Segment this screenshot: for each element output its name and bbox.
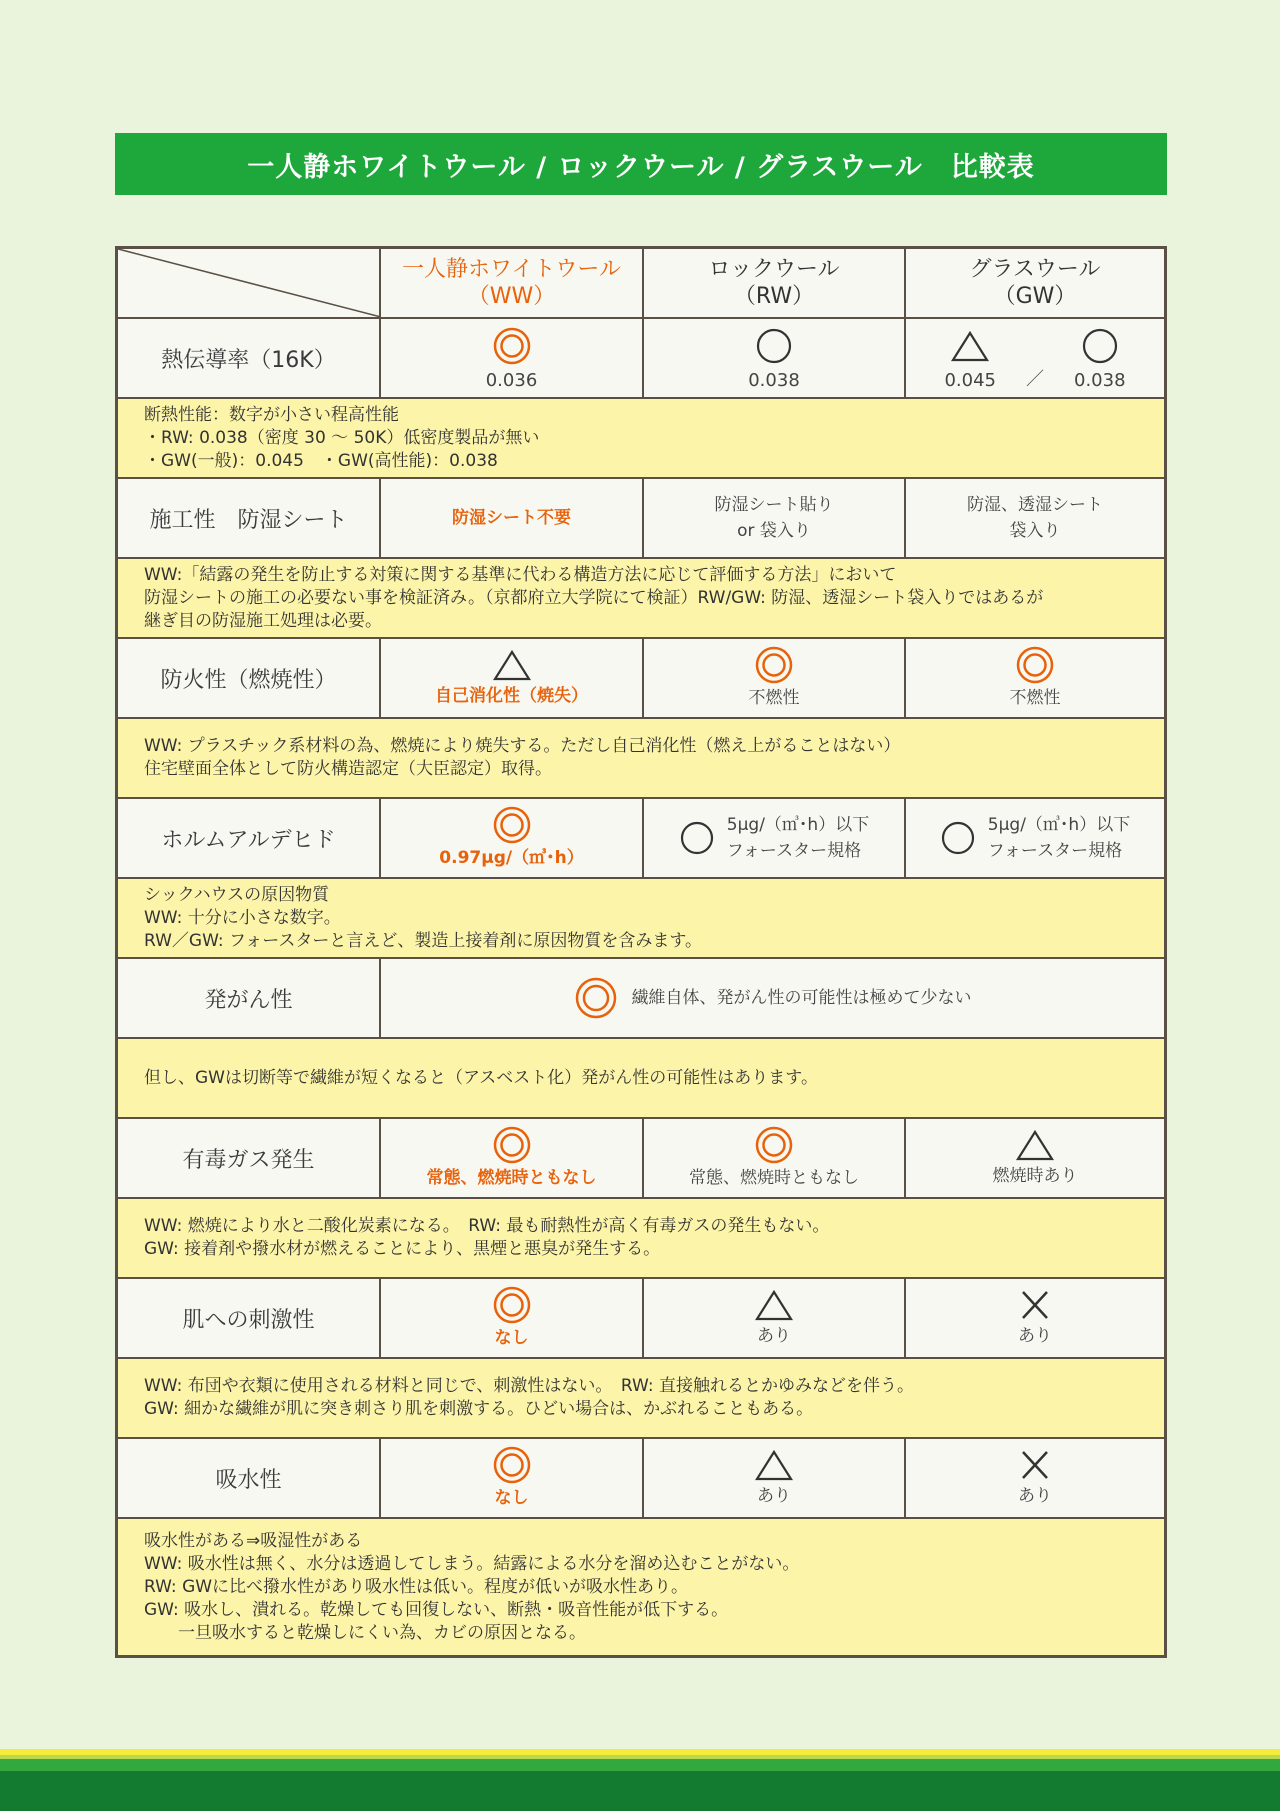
row-label: 防火性（燃焼性） <box>160 667 337 693</box>
note-line: RW: GWに比べ撥水性があり吸水性は低い。程度が低いが吸水性あり。 <box>144 1576 689 1597</box>
circle-icon <box>754 326 794 366</box>
double-circle-icon <box>492 326 532 366</box>
note-line: WW: 十分に小さな数字。 <box>144 907 341 928</box>
rw-text: 常態、燃焼時ともなし <box>689 1168 859 1188</box>
rw-text-line2: or 袋入り <box>737 521 811 541</box>
gw-text: あり <box>1018 1486 1052 1506</box>
row-carcinogenic <box>118 959 1164 1039</box>
header-rw <box>644 249 906 317</box>
row-label: ホルムアルデヒド <box>161 827 336 853</box>
header-rw-name: ロックウール <box>708 257 840 282</box>
note-skin-irritation <box>118 1359 1164 1439</box>
double-circle-icon <box>492 1445 532 1485</box>
gw-text-line1: 防湿、透湿シート <box>967 495 1103 515</box>
rw-text-line1: 防湿シート貼り <box>714 495 834 515</box>
note-line: 住宅壁面全体として防火構造認定（大臣認定）取得。 <box>144 759 552 779</box>
ww-text: なし <box>494 1328 529 1348</box>
note-toxic-gas <box>118 1199 1164 1279</box>
double-circle-icon <box>1015 645 1055 685</box>
rw-text: あり <box>757 1326 791 1346</box>
row-thermal <box>118 319 1164 399</box>
triangle-icon <box>492 647 532 683</box>
header-ww <box>381 249 644 317</box>
row-label: 施工性 防湿シート <box>149 507 348 533</box>
gw-value-b: 0.038 <box>1074 369 1126 391</box>
note-line: 但し、GWは切断等で繊維が短くなると（アスベスト化）発がん性の可能性はあります。 <box>144 1067 818 1088</box>
note-line: 継ぎ目の防湿施工処理は必要。 <box>144 610 382 631</box>
ww-text: 常態、燃焼時ともなし <box>426 1168 597 1188</box>
ww-value: 0.036 <box>485 369 538 391</box>
row-label: 吸水性 <box>215 1467 282 1493</box>
note-line: GW: 細かな繊維が肌に突き刺さり肌を刺激する。ひどい場合は、かぶれることもある。 <box>144 1399 814 1419</box>
gw-value-separator: ／ <box>1026 369 1044 390</box>
note-line: 一旦吸水すると乾燥しにくい為、カビの原因となる。 <box>144 1622 586 1643</box>
row-label: 有毒ガス発生 <box>182 1147 315 1173</box>
header-rw-abbr: （RW） <box>733 284 815 309</box>
row-formaldehyde <box>118 799 1164 879</box>
note-fire <box>118 719 1164 799</box>
ww-text: 自己消化性（焼失） <box>435 686 588 706</box>
triangle-icon <box>754 1287 794 1323</box>
note-line: WW: 燃焼により水と二酸化炭素になる。 RW: 最も耐熱性が高く有毒ガスの発生もない。 <box>144 1216 830 1236</box>
note-line: 断熱性能：数字が小さい程高性能 <box>144 404 399 425</box>
header-ww-name: 一人静ホワイトウール <box>402 257 621 282</box>
note-carcinogenic <box>118 1039 1164 1119</box>
triangle-icon <box>1015 1127 1055 1163</box>
row-toxic-gas <box>118 1119 1164 1199</box>
rw-value: 0.038 <box>748 369 800 391</box>
header-gw-abbr: （GW） <box>993 284 1077 309</box>
note-line: WW: プラスチック系材料の為、燃焼により焼失する。ただし自己消化性（燃え上がることはない） <box>144 736 901 756</box>
triangle-icon <box>950 326 990 366</box>
footer-stripes <box>0 1749 1280 1811</box>
gw-text: 燃焼時あり <box>992 1166 1078 1186</box>
row-skin-irritation <box>118 1279 1164 1359</box>
header-corner-cell <box>118 249 381 317</box>
ww-text: なし <box>494 1488 529 1508</box>
combined-text: 繊維自体、発がん性の可能性は極めて少ない <box>631 988 972 1008</box>
row-label: 肌への刺激性 <box>182 1307 315 1333</box>
double-circle-icon <box>754 645 794 685</box>
rw-text-line1: 5μg/（㎥･h）以下 <box>726 815 870 835</box>
header-gw <box>906 249 1164 317</box>
note-line: WW: 布団や衣類に使用される材料と同じで、刺激性はない。 RW: 直接触れるとかゆみなどを伴う。 <box>144 1376 914 1396</box>
table-header-row <box>118 249 1164 319</box>
row-fire <box>118 639 1164 719</box>
note-line: GW: 接着剤や撥水材が燃えることにより、黒煙と悪臭が発生する。 <box>144 1239 661 1259</box>
note-water-absorption <box>118 1519 1164 1655</box>
note-line: WW: 吸水性は無く、水分は透過してしまう。結露による水分を溜め込むことがない。 <box>144 1553 800 1574</box>
row-label: 熱伝導率（16K） <box>161 347 336 373</box>
note-construction <box>118 559 1164 639</box>
note-line: 防湿シートの施工の必要ない事を検証済み。（京都府立大学院にて検証）RW/GW: 防湿、透湿シート袋入りではあるが <box>144 587 1044 608</box>
note-line: ・GW(一般)：0.045 ・GW(高性能)：0.038 <box>144 450 498 471</box>
gw-text: あり <box>1018 1326 1052 1346</box>
ww-text: 防湿シート不要 <box>452 508 571 528</box>
double-circle-icon <box>492 1285 532 1325</box>
gw-value-a: 0.045 <box>944 369 996 391</box>
row-water-absorption <box>118 1439 1164 1519</box>
gw-text-line1: 5μg/（㎥･h）以下 <box>987 815 1131 835</box>
row-label: 発がん性 <box>204 987 293 1013</box>
note-line: 吸水性がある⇒吸湿性がある <box>144 1530 363 1551</box>
rw-text: 不燃性 <box>748 688 800 708</box>
double-circle-icon <box>574 976 618 1020</box>
diagonal-line-icon <box>118 249 381 317</box>
header-ww-abbr: （WW） <box>467 284 556 309</box>
rw-text: あり <box>757 1486 791 1506</box>
gw-text-line2: フォースター規格 <box>987 841 1123 861</box>
note-formaldehyde <box>118 879 1164 959</box>
note-thermal <box>118 399 1164 479</box>
comparison-table <box>115 246 1167 1658</box>
header-gw-name: グラスウール <box>969 257 1101 282</box>
double-circle-icon <box>754 1125 794 1165</box>
cross-icon <box>1015 1447 1055 1483</box>
page-title: 一人静ホワイトウール / ロックウール / グラスウール 比較表 <box>115 133 1167 195</box>
circle-icon <box>679 820 715 856</box>
ww-text: 0.97μg/（㎥･h） <box>439 848 584 868</box>
note-line: RW／GW: フォースターと言えど、製造上接着剤に原因物質を含みます。 <box>144 930 702 951</box>
double-circle-icon <box>492 805 532 845</box>
note-line: シックハウスの原因物質 <box>144 884 330 905</box>
gw-text: 不燃性 <box>1009 688 1061 708</box>
cross-icon <box>1015 1287 1055 1323</box>
note-line: ・RW: 0.038（密度 30 ～ 50K）低密度製品が無い <box>144 427 540 448</box>
circle-icon <box>940 820 976 856</box>
row-construction <box>118 479 1164 559</box>
double-circle-icon <box>492 1125 532 1165</box>
circle-icon <box>1080 326 1120 366</box>
note-line: GW: 吸水し、潰れる。乾燥しても回復しない、断熱・吸音性能が低下する。 <box>144 1599 729 1620</box>
note-line: WW:「結露の発生を防止する対策に関する基準に代わる構造方法に応じて評価する方法」において <box>144 564 897 585</box>
rw-text-line2: フォースター規格 <box>726 841 862 861</box>
gw-text-line2: 袋入り <box>1009 521 1061 541</box>
triangle-icon <box>754 1447 794 1483</box>
